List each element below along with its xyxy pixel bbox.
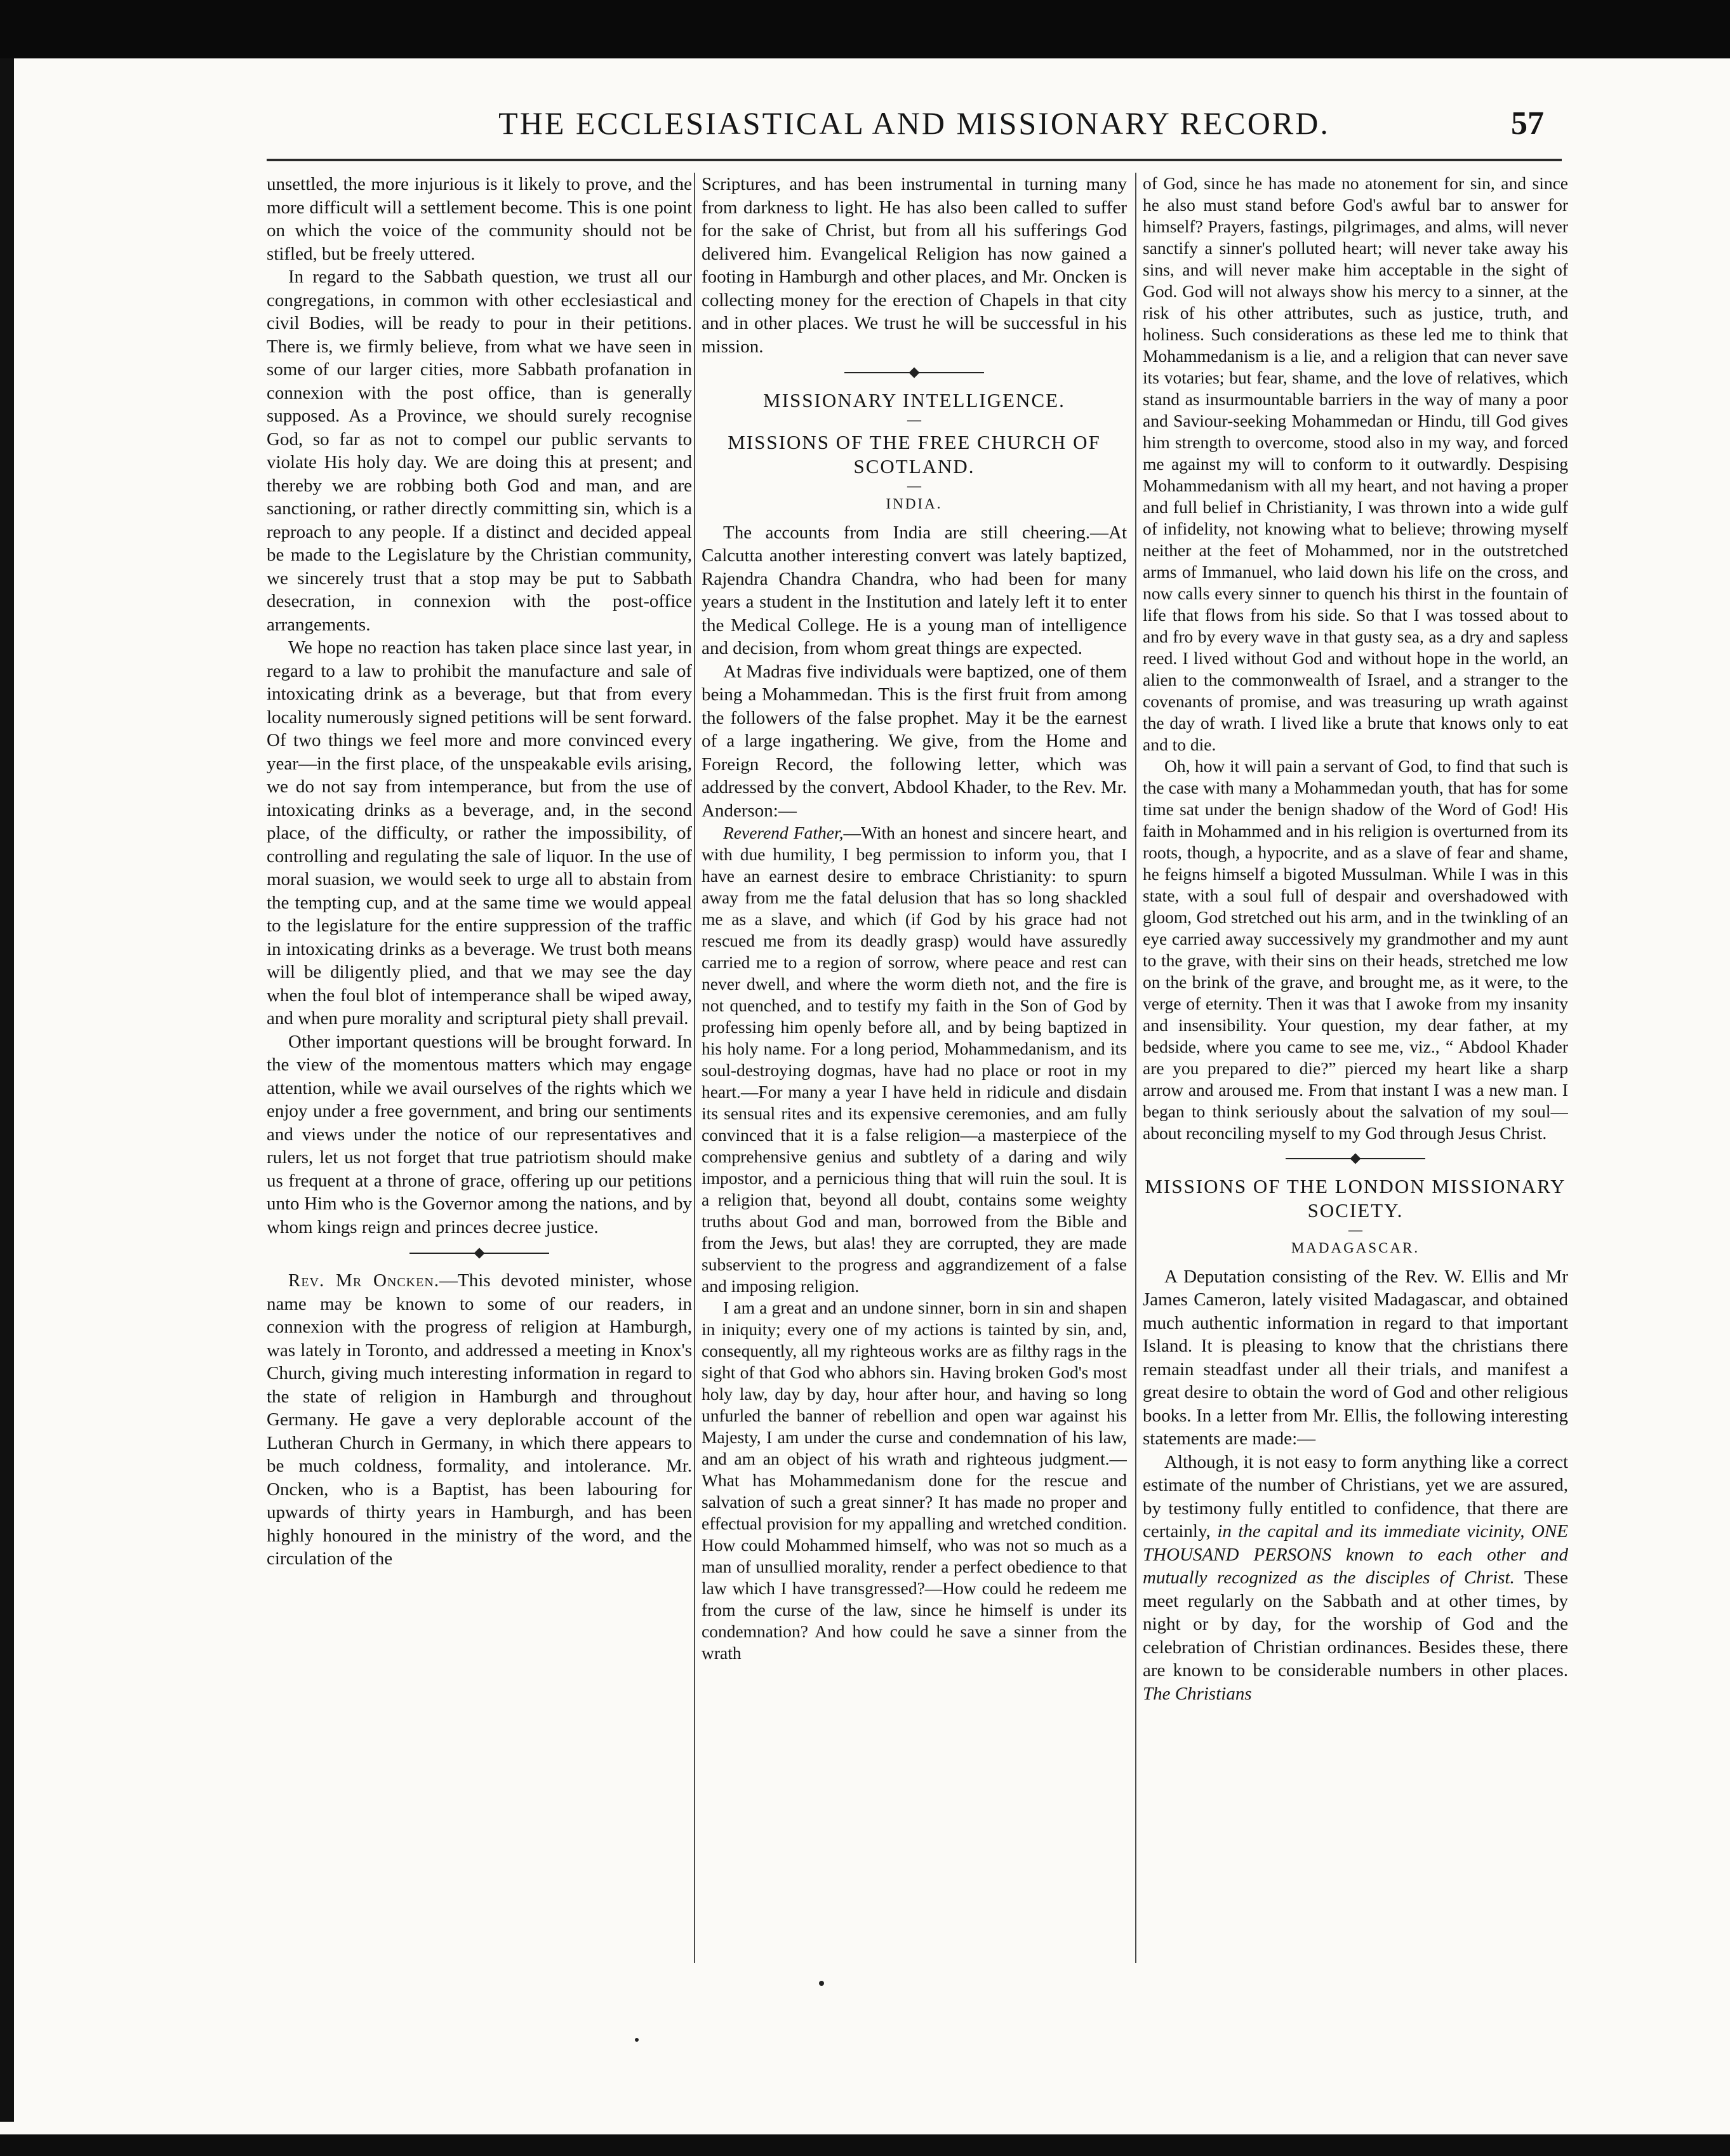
column-2 — [702, 173, 1127, 1963]
paragraph-text: —This devoted minister, whose name may be known to some of our readers, in connexion with the progress of religion at Hamburgh, was lately in Toronto, and addressed a meeting in Knox's Church, giving much interesting information in regard to the state of religion in Hamburgh and throughout Germany. He gave a very deplorable account of the Lutheran Church in Germany, in which there appears to be much coldness, formality, and intolerance. Mr. Oncken, who is a Baptist, has been labouring for upwards of thirty years in Hamburgh, and has been highly honoured in the ministry of the word, and the circulation of the — [267, 1270, 692, 1569]
dash-rule: — — [1348, 1221, 1362, 1237]
section-divider — [1286, 1158, 1425, 1159]
place-heading: MADAGASCAR. — [1291, 1240, 1420, 1256]
section-title: MISSIONARY INTELLIGENCE. — [763, 389, 1065, 411]
paragraph-text: These meet regularly on the Sabbath and at other times, by night or by day, for the worship of God and the celebration of Christian ordinances. Besides these, there are known to be considerable numbers in other places. — [1143, 1567, 1568, 1680]
paragraph-text: Although, it is not easy to form anything like a correct estimate of the number of Christians, yet we are assured, by testimony fully entitled to confidence, that there are certainly, — [1143, 1451, 1568, 1541]
column-3 — [1143, 173, 1568, 1963]
column-rule — [694, 173, 695, 1963]
salutation: Reverend Father, — [723, 823, 844, 842]
paragraph: The accounts from India are still cheering.—At Calcutta another interesting convert was lately baptized, Rajendra Chandra Chandra, who had been for many years a student in the Institution and lately left it to enter the Medical College. He is a young man of intelligence and decision, from whom great things are expected. — [702, 522, 1127, 658]
paragraph: Other important questions will be brought forward. In the view of the momentous matters which may engage attention, while we avail ourselves of the rights which we enjoy under a free government, and bring our sentiments and views under the notice of our representatives and rulers, let us not forget that true patriotism should make us frequent at a throne of grace, offering up our petitions unto Him who is the Governor among the nations, and by whom kings reign and princes decree justice. — [267, 1031, 692, 1237]
ink-speck — [635, 2038, 639, 2042]
paragraph: Scriptures, and has been instrumental in turning many from darkness to light. He has also been called to suffer for the sake of Christ, but from all his sufferings God delivered him. Evangelical Religion has now gained a footing in Hamburgh and other places, and Mr. Oncken is collecting money for the erection of Chapels in that city and in other places. We trust he will be successful in his mission. — [702, 174, 1127, 357]
place-heading: INDIA. — [886, 496, 943, 512]
emphasis-text: in the capital and its immediate vicinity, ONE THOUSAND PERSONS known to each other and mutually recognized as the disciples of Christ. — [1143, 1521, 1568, 1588]
dash-rule: — — [907, 477, 921, 493]
scan-border-top — [0, 0, 1730, 58]
running-head: THE ECCLESIASTICAL AND MISSIONARY RECORD. — [498, 105, 1330, 141]
section-divider — [409, 1253, 549, 1254]
paragraph: We hope no reaction has taken place since last year, in regard to a law to prohibit the manufacture and sale of intoxicating drink as a beverage, but that from every locality numerously signed petitions will be sent forward. Of two things we feel more and more convinced every year—in the first place, of the unspeakable evils arising, we do not say from intemperance, but from the use of intoxicating drinks as a beverage, and, in the second place, of the difficulty, or rather the impossibility, of controlling and regulating the sale of liquor. In the use of moral suasion, we would seek to urge all to abstain from the tempting cup, and at the same time we would appeal to the legislature for the entire suppression of the traffic in intoxicating drinks as a beverage. We trust both means will be diligently plied, and that we may see the day when the foul blot of intemperance shall be wiped away, and when pure morality and scriptural piety shall prevail. — [267, 637, 692, 1028]
emphasis-text: The Christians — [1143, 1683, 1252, 1704]
section-title: MISSIONS OF THE LONDON MISSIONARY SOCIETY. — [1145, 1175, 1566, 1221]
scan-border-left — [0, 58, 14, 2122]
letter-paragraph: I am a great and an undone sinner, born in sin and shapen in iniquity; every one of my actions is tainted by sin, and, consequently, all my righteous works are as filthy rags in the sight of that God who abhors sin. Having broken God's most holy law, day by day, hour after hour, and having so long unfurled the banner of rebellion and open war against his Majesty, I am under the curse and condemnation of his law, and am an object of his wrath and righteous judgment.—What has Mohammedanism done for the rescue and salvation of such a great sinner? It has made no proper and effectual provision for my appalling and wretched condition. How could Mohammed himself, who was not so much as a man of unsullied morality, render a perfect obedience to that law which I have transgressed?—How could he redeem me from the curse of the law, since he himself is under its condemnation? And how could he save a sinner from the wrath — [702, 1298, 1127, 1663]
paragraph — [267, 1269, 692, 1571]
letter-paragraph — [702, 822, 1127, 1297]
paragraph: A Deputation consisting of the Rev. W. Ellis and Mr James Cameron, lately visited Madagascar, and obtained much authentic information in regard to that important Island. It is pleasing to know that the christians there remain steadfast under all their trials, and manifest a great desire to obtain the word of God and other religious books. In a letter from Mr. Ellis, the following interesting statements are made:— — [1143, 1266, 1568, 1449]
dash-rule: — — [907, 411, 921, 427]
letter-paragraph: of God, since he has made no atonement for sin, and since he also must stand before God's awful bar to answer for himself? Prayers, fastings, pilgrimages, and alms, will never sanctify a sinner's polluted heart; will never take away his sins, and will never make him acceptable in the sight of God. God will not always show his mercy to a sinner, at the risk of his other attributes, such as justice, truth, and holiness. Such considerations as these led me to think that Mohammedanism is a lie, and a religion that can never save its votaries; but fear, shame, and the love of relatives, which stand as insurmountable barriers in the way of many a poor and Saviour-seeking Mohammedan or Hindu, till God gives him strength to overcome, stood also in my way, and forced me against my will to conform to it outwardly. Despising Mohammedanism with all my heart, and not having a proper and full belief in Christianity, I was thrown into a wide gulf of infidelity, not knowing what to believe; throwing myself neither at the feet of Mohammed, nor in the outstretched arms of Immanuel, who laid down his life on the cross, and now calls every sinner to quench his thirst in the fountain of life that flows from his side. So that I was tossed about to and fro by every wave in that gusty sea, as a dry and sapless reed. I lived without God and without hope in the world, an alien to the commonwealth of Israel, and a stranger to the covenants of promise, and was treasuring up wrath against the day of wrath. I lived like a brute that knows only to eat and to die. — [1143, 173, 1568, 754]
header-rule — [267, 159, 1562, 161]
letter-paragraph: Oh, how it will pain a servant of God, to find that such is the case with many a Mohammedan youth, that has for some time sat under the benign shadow of the Word of God! His faith in Mohammed and in his religion is overturned from its roots, though, a hypocrite, and as a slave of fear and shame, he feigns himself a bigoted Mussulman. While I was in this state, with a soul full of despair and overshadowed with gloom, God stretched out his arm, and in the twinkling of an eye carried away successively my grandmother and my aunt to the grave, with their sins on their heads, stretched me low on the brink of the grave, and brought me, as it were, to the verge of eternity. Then it was that I awoke from my insanity and insensibility. Your question, my dear father, at my bedside, where you came to see me, viz., “ Abdool Khader are you prepared to die?” pierced my heart like a sharp arrow and aroused me. From that instant I was a new man. I began to think seriously about the salvation of my soul—about reconciling myself to my God through Jesus Christ. — [1143, 756, 1568, 1143]
paragraph — [1143, 1451, 1568, 1706]
ink-speck — [819, 1981, 824, 1986]
paragraph-text: —With an honest and sincere heart, and with due humility, I beg permission to inform you, that I have an earnest desire to embrace Christianity: to spurn away from me the fatal delusion that has so long shackled me as a slave, and which (if God by his grace had not rescued me from its deadly grasp) would have assuredly carried me to a region of sorrow, where peace and rest can never dwell, and where the worm dieth not, and the fire is not quenched, and to testify my faith in the Son of God by professing him openly before all, and by being baptized in his holy name. For a long period, Mohammedanism, and its soul-destroying dogmas, have had no place or root in my heart.—For many a year I have held in ridicule and disdain its sensual rites and its expensive ceremonies, and am fully convinced that it is a false religion—a masterpiece of the comprehensive genius and subtlety of a daring and wily impostor, and a pernicious thing that will ruin the soul. It is a religion that, beyond all doubt, contains some weighty truths about God and man, borrowed from the Bible and from the Jews, but alas! they are corrupted, they are made subservient to the progress and aggrandizement of a false and imposing religion. — [702, 823, 1127, 1296]
scan-border-bottom — [0, 2134, 1730, 2156]
column-rule — [1135, 173, 1136, 1963]
subsection-title: MISSIONS OF THE FREE CHURCH OF SCOTLAND. — [728, 431, 1101, 477]
paragraph: unsettled, the more injurious is it likely to prove, and the more difficult will a settlement become. This is one point on which the voice of the community should not be stifled, but be freely uttered. — [267, 174, 692, 264]
column-1 — [267, 173, 692, 1963]
paragraph: In regard to the Sabbath question, we trust all our congregations, in common with other ecclesiastical and civil Bodies, will be ready to pour in their petitions. There is, we firmly believe, from what we have seen in some of our larger cities, more Sabbath profanation in connexion with the post office, than is generally supposed. As a Province, we should surely recognise God, so far as not to compel our public servants to violate His holy day. We are doing this at present; and thereby we are robbing both God and man, and are sanctioning, or rather directly committing sin, which is a reproach to any people. If a distinct and decided appeal be made to the Legislature by the Christian community, we sincerely trust that a stop may be put to Sabbath desecration, in connexion with the post-office arrangements. — [267, 267, 692, 635]
run-in-heading: Rev. Mr Oncken. — [288, 1270, 440, 1291]
page-number: 57 — [1511, 105, 1544, 142]
paragraph: At Madras five individuals were baptized, one of them being a Mohammedan. This is the first fruit from among the followers of the false prophet. May it be the earnest of a large ingathering. We give, from the Home and Foreign Record, the following letter, which was addressed by the convert, Abdool Khader, to the Rev. Mr. Anderson:— — [702, 661, 1127, 821]
section-divider — [844, 372, 984, 373]
